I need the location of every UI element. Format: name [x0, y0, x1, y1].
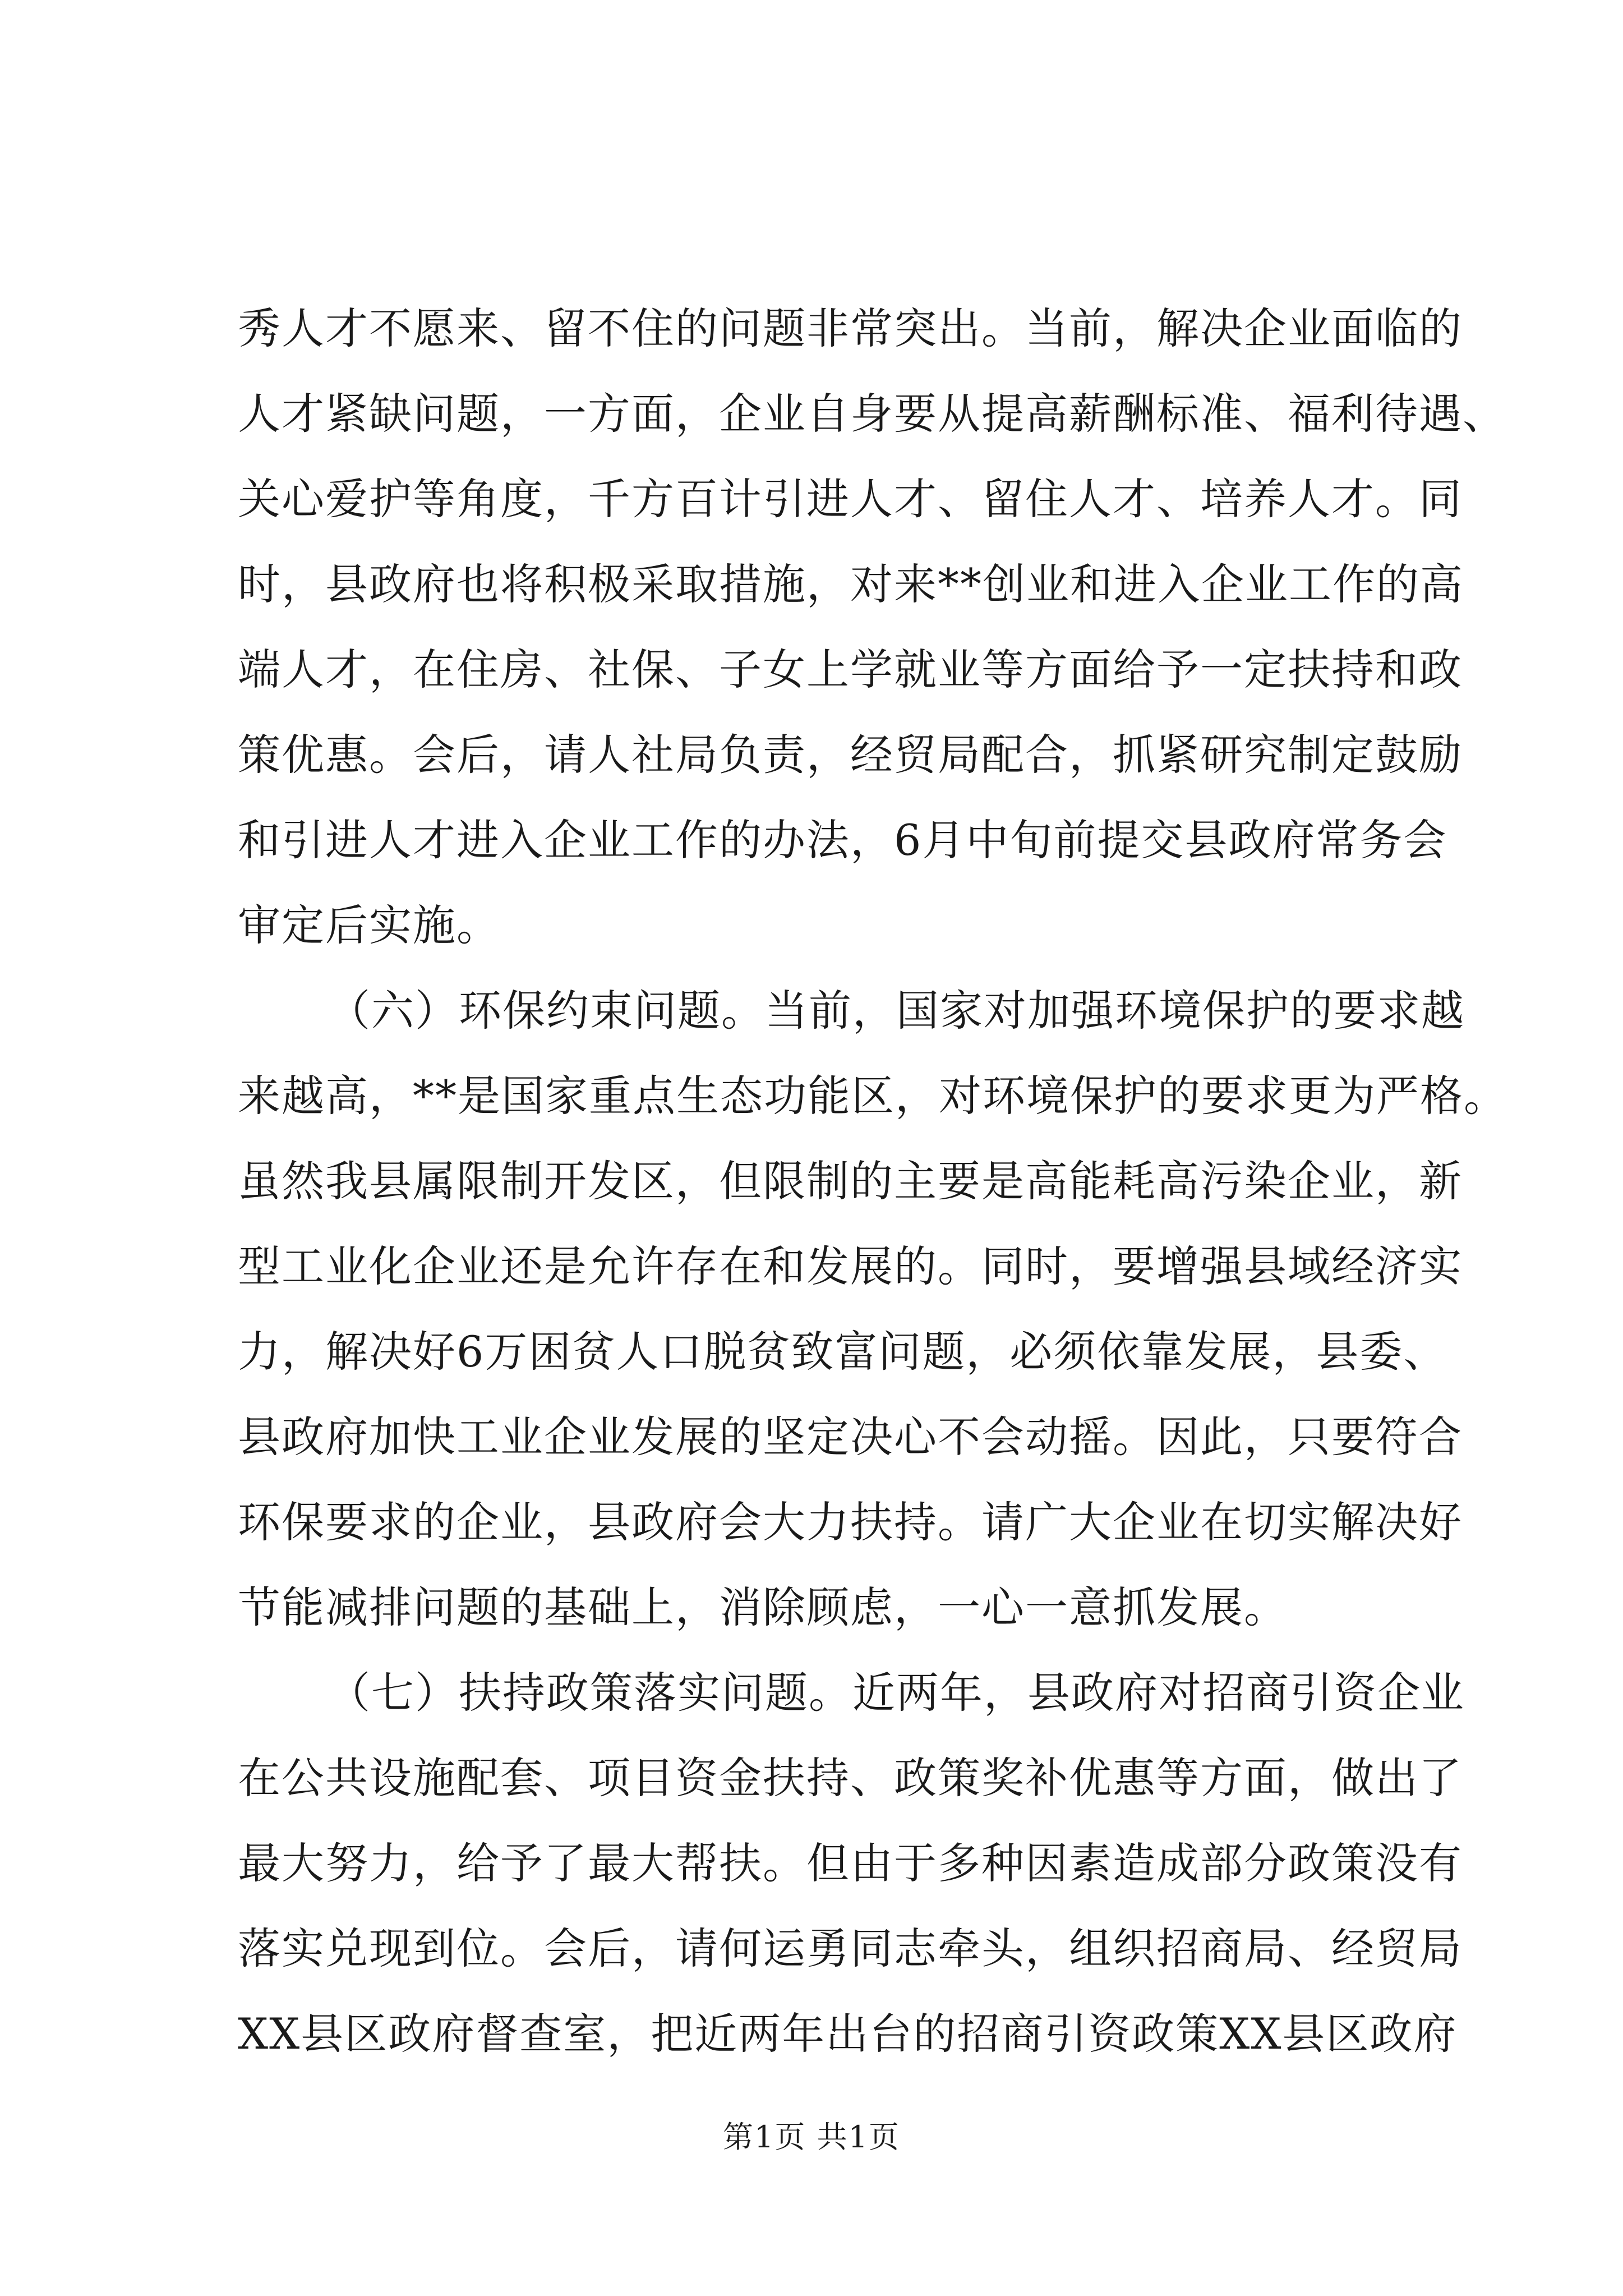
text-line: 和引进人才进入企业工作的办法，6月中旬前提交县政府常务会	[238, 815, 1447, 865]
text-line: 力，解决好6万困贫人口脱贫致富问题，必须依靠发展，县委、	[238, 1327, 1447, 1377]
text-line: 虽然我县属限制开发区，但限制的主要是高能耗高污染企业，新	[238, 1156, 1463, 1206]
paragraph-first-line: （七）扶持政策落实问题。近两年，县政府对招商引资企业	[328, 1668, 1465, 1718]
text-line: 环保要求的企业，县政府会大力扶持。请广大企业在切实解决好	[238, 1497, 1463, 1547]
text-line: 落实兑现到位。会后，请何运勇同志牵头，组织招商局、经贸局	[238, 1924, 1463, 1973]
text-line: 节能减排问题的基础上，消除顾虑，一心一意抓发展。	[238, 1582, 1288, 1632]
document-body	[238, 286, 1507, 2077]
text-line: 型工业化企业还是允许存在和发展的。同时，要增强县域经济实	[238, 1241, 1463, 1291]
text-line: 时，县政府也将积极采取措施，对来**创业和进入企业工作的高	[238, 559, 1464, 609]
text-line: XX县区政府督查室，把近两年出台的招商引资政策XX县区政府	[238, 2009, 1458, 2059]
text-line: 最大努力，给予了最大帮扶。但由于多种因素造成部分政策没有	[238, 1838, 1463, 1888]
text-line: 县政府加快工业企业发展的坚定决心不会动摇。因此，只要符合	[238, 1412, 1463, 1462]
text-line: 审定后实施。	[238, 900, 500, 950]
text-line: 端人才，在住房、社保、子女上学就业等方面给予一定扶持和政	[238, 645, 1463, 694]
page-number-footer: 第1页 共1页	[723, 2119, 900, 2155]
text-line: 关心爱护等角度，千方百计引进人才、留住人才、培养人才。同	[238, 474, 1463, 524]
text-line: 在公共设施配套、项目资金扶持、政策奖补优惠等方面，做出了	[238, 1753, 1463, 1803]
text-line: 策优惠。会后，请人社局负责，经贸局配合，抓紧研究制定鼓励	[238, 730, 1463, 780]
text-line: 人才紧缺问题，一方面，企业自身要从提高薪酬标准、福利待遇、	[238, 389, 1506, 439]
text-line: 来越高，**是国家重点生态功能区，对环境保护的要求更为严格。	[238, 1071, 1507, 1121]
paragraph-first-line: （六）环保约束问题。当前，国家对加强环境保护的要求越	[328, 986, 1465, 1036]
text-line: 秀人才不愿来、留不住的问题非常突出。当前，解决企业面临的	[238, 303, 1463, 353]
